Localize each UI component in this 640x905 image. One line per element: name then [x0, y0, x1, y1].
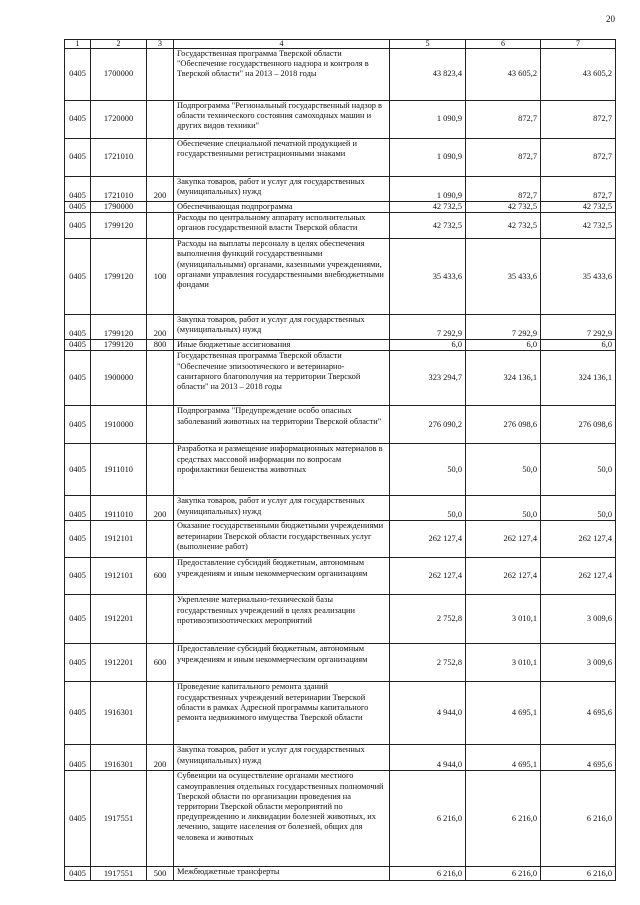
amount-col7-cell: 276 098,6: [541, 406, 616, 444]
column-header: 1: [65, 40, 91, 49]
table-row: [65, 521, 616, 558]
section-code-cell: 0405: [65, 558, 91, 595]
table-row: [65, 682, 616, 745]
section-code-cell: 0405: [65, 595, 91, 644]
description-cell: Подпрограмма "Региональный государственный надзор в области технического состояния самоходных машин и других видов техники": [174, 101, 390, 139]
amount-col6-cell: 6 216,0: [466, 867, 541, 881]
expense-type-cell: [147, 139, 174, 177]
expense-type-cell: [147, 771, 174, 867]
column-header: 7: [541, 40, 616, 49]
description-cell: Оказание государственными бюджетными учреждениями ветеринарии Тверской области государственных услуг (выполнение работ): [174, 521, 390, 558]
description-cell: Подпрограмма "Предупреждение особо опасных заболеваний животных на территории Тверской области": [174, 406, 390, 444]
description-cell: Субвенции на осуществление органами местного самоуправления отдельных государственных полномочий Тверской области по организации проведения на территории Тверской области мероприятий по предупреждению и ликвидации болезней животных, их лечению, защите населения от болезней, общих для человека и животных: [174, 771, 390, 867]
description-cell: Закупка товаров, работ и услуг для государственных (муниципальных) нужд: [174, 177, 390, 202]
target-article-cell: 1799120: [91, 340, 147, 351]
description-cell: Разработка и размещение информационных материалов в средствах массовой информации по вопросам профилактики бешенства животных: [174, 444, 390, 496]
amount-col5-cell: 262 127,4: [390, 558, 466, 595]
amount-col6-cell: 4 695,1: [466, 745, 541, 771]
amount-col5-cell: 276 090,2: [390, 406, 466, 444]
amount-col6-cell: 6,0: [466, 340, 541, 351]
amount-col6-cell: 50,0: [466, 496, 541, 521]
table-row: [65, 644, 616, 682]
column-header: 2: [91, 40, 147, 49]
expense-type-cell: [147, 521, 174, 558]
amount-col6-cell: 42 732,5: [466, 213, 541, 239]
target-article-cell: 1912101: [91, 521, 147, 558]
amount-col7-cell: 872,7: [541, 101, 616, 139]
section-code-cell: 0405: [65, 101, 91, 139]
expense-type-cell: 200: [147, 745, 174, 771]
expense-type-cell: 100: [147, 239, 174, 315]
description-cell: Государственная программа Тверской области "Обеспечение эпизоотического и ветеринарно-санитарного благополучия на территории Тверской области" на 2013 – 2018 годы: [174, 351, 390, 406]
amount-col6-cell: 276 098,6: [466, 406, 541, 444]
amount-col7-cell: 324 136,1: [541, 351, 616, 406]
table-row: [65, 49, 616, 101]
amount-col6-cell: 872,7: [466, 177, 541, 202]
expense-type-cell: [147, 406, 174, 444]
amount-col5-cell: 7 292,9: [390, 315, 466, 340]
expense-type-cell: 200: [147, 315, 174, 340]
amount-col5-cell: 262 127,4: [390, 521, 466, 558]
target-article-cell: 1900000: [91, 351, 147, 406]
target-article-cell: 1912201: [91, 644, 147, 682]
description-cell: Закупка товаров, работ и услуг для государственных (муниципальных) нужд: [174, 496, 390, 521]
table-row: [65, 867, 616, 881]
expense-type-cell: 500: [147, 867, 174, 881]
target-article-cell: 1912201: [91, 595, 147, 644]
table-row: [65, 340, 616, 351]
description-cell: Закупка товаров, работ и услуг для государственных (муниципальных) нужд: [174, 315, 390, 340]
amount-col6-cell: 872,7: [466, 101, 541, 139]
target-article-cell: 1799120: [91, 315, 147, 340]
section-code-cell: 0405: [65, 177, 91, 202]
amount-col7-cell: 42 732,5: [541, 202, 616, 213]
expense-type-cell: 600: [147, 558, 174, 595]
amount-col5-cell: 42 732,5: [390, 213, 466, 239]
column-header: 5: [390, 40, 466, 49]
amount-col7-cell: 35 433,6: [541, 239, 616, 315]
amount-col6-cell: 7 292,9: [466, 315, 541, 340]
section-code-cell: 0405: [65, 444, 91, 496]
expense-type-cell: [147, 595, 174, 644]
amount-col5-cell: 1 090,9: [390, 177, 466, 202]
expense-type-cell: [147, 213, 174, 239]
table-row: [65, 595, 616, 644]
table-row: [65, 496, 616, 521]
section-code-cell: 0405: [65, 867, 91, 881]
amount-col5-cell: 6 216,0: [390, 771, 466, 867]
amount-col6-cell: 43 605,2: [466, 49, 541, 101]
amount-col5-cell: 4 944,0: [390, 745, 466, 771]
expense-type-cell: [147, 444, 174, 496]
target-article-cell: 1917551: [91, 867, 147, 881]
description-cell: Предоставление субсидий бюджетным, автономным учреждениям и иным некоммерческим организациям: [174, 644, 390, 682]
amount-col5-cell: 6,0: [390, 340, 466, 351]
table-row: [65, 239, 616, 315]
amount-col7-cell: 3 009,6: [541, 595, 616, 644]
table-row: [65, 351, 616, 406]
target-article-cell: 1721010: [91, 139, 147, 177]
amount-col6-cell: 3 010,1: [466, 595, 541, 644]
target-article-cell: 1916301: [91, 745, 147, 771]
amount-col6-cell: 3 010,1: [466, 644, 541, 682]
amount-col5-cell: 4 944,0: [390, 682, 466, 745]
amount-col6-cell: 35 433,6: [466, 239, 541, 315]
amount-col7-cell: 4 695,6: [541, 682, 616, 745]
target-article-cell: 1700000: [91, 49, 147, 101]
table-row: [65, 177, 616, 202]
column-header: 3: [147, 40, 174, 49]
expense-type-cell: [147, 682, 174, 745]
section-code-cell: 0405: [65, 315, 91, 340]
target-article-cell: 1910000: [91, 406, 147, 444]
description-cell: Расходы по центральному аппарату исполнительных органов государственной власти Тверской области: [174, 213, 390, 239]
amount-col7-cell: 42 732,5: [541, 213, 616, 239]
amount-col7-cell: 3 009,6: [541, 644, 616, 682]
amount-col5-cell: 42 732,5: [390, 202, 466, 213]
table-row: [65, 771, 616, 867]
amount-col6-cell: 50,0: [466, 444, 541, 496]
section-code-cell: 0405: [65, 202, 91, 213]
section-code-cell: 0405: [65, 521, 91, 558]
description-cell: Предоставление субсидий бюджетным, автономным учреждениям и иным некоммерческим организациям: [174, 558, 390, 595]
description-cell: Закупка товаров, работ и услуг для государственных (муниципальных) нужд: [174, 745, 390, 771]
amount-col5-cell: 43 823,4: [390, 49, 466, 101]
section-code-cell: 0405: [65, 139, 91, 177]
column-header: 4: [174, 40, 390, 49]
table-row: [65, 213, 616, 239]
budget-table: [64, 39, 616, 881]
amount-col6-cell: 262 127,4: [466, 558, 541, 595]
target-article-cell: 1912101: [91, 558, 147, 595]
page-number: 20: [606, 14, 615, 24]
amount-col5-cell: 323 294,7: [390, 351, 466, 406]
table-row: [65, 558, 616, 595]
description-cell: Проведение капитального ремонта зданий государственных учреждений ветеринарии Тверской области в рамках Адресной программы капитального ремонта недвижимого имущества Тверской области: [174, 682, 390, 745]
target-article-cell: 1799120: [91, 213, 147, 239]
column-header: 6: [466, 40, 541, 49]
amount-col5-cell: 6 216,0: [390, 867, 466, 881]
target-article-cell: 1720000: [91, 101, 147, 139]
table-row: [65, 444, 616, 496]
description-cell: Обеспечение специальной печатной продукцией и государственными регистрационными знаками: [174, 139, 390, 177]
amount-col7-cell: 50,0: [541, 444, 616, 496]
amount-col7-cell: 6 216,0: [541, 867, 616, 881]
amount-col5-cell: 50,0: [390, 496, 466, 521]
table-row: [65, 101, 616, 139]
amount-col7-cell: 6,0: [541, 340, 616, 351]
amount-col6-cell: 42 732,5: [466, 202, 541, 213]
description-cell: Государственная программа Тверской области "Обеспечение государственного надзора и контроля в Тверской области" на 2013 – 2018 годы: [174, 49, 390, 101]
description-cell: Обеспечивающая подпрограмма: [174, 202, 390, 213]
amount-col6-cell: 4 695,1: [466, 682, 541, 745]
amount-col6-cell: 6 216,0: [466, 771, 541, 867]
section-code-cell: 0405: [65, 340, 91, 351]
amount-col7-cell: 262 127,4: [541, 521, 616, 558]
amount-col5-cell: 1 090,9: [390, 101, 466, 139]
section-code-cell: 0405: [65, 406, 91, 444]
table-row: [65, 139, 616, 177]
amount-col6-cell: 872,7: [466, 139, 541, 177]
description-cell: Межбюджетные трансферты: [174, 867, 390, 881]
amount-col7-cell: 43 605,2: [541, 49, 616, 101]
section-code-cell: 0405: [65, 644, 91, 682]
header-row: [65, 40, 616, 49]
target-article-cell: 1721010: [91, 177, 147, 202]
description-cell: Расходы на выплаты персоналу в целях обеспечения выполнения функций государственными (муниципальными) органами, казенными учреждениями, органами управления государственными внебюджетными фондами: [174, 239, 390, 315]
expense-type-cell: [147, 101, 174, 139]
description-cell: Иные бюджетные ассигнования: [174, 340, 390, 351]
amount-col6-cell: 262 127,4: [466, 521, 541, 558]
section-code-cell: 0405: [65, 213, 91, 239]
expense-type-cell: 200: [147, 496, 174, 521]
section-code-cell: 0405: [65, 496, 91, 521]
expense-type-cell: 800: [147, 340, 174, 351]
section-code-cell: 0405: [65, 351, 91, 406]
amount-col7-cell: 7 292,9: [541, 315, 616, 340]
section-code-cell: 0405: [65, 682, 91, 745]
amount-col7-cell: 6 216,0: [541, 771, 616, 867]
target-article-cell: 1799120: [91, 239, 147, 315]
amount-col7-cell: 50,0: [541, 496, 616, 521]
expense-type-cell: [147, 49, 174, 101]
section-code-cell: 0405: [65, 771, 91, 867]
expense-type-cell: 200: [147, 177, 174, 202]
target-article-cell: 1911010: [91, 444, 147, 496]
target-article-cell: 1916301: [91, 682, 147, 745]
table-row: [65, 406, 616, 444]
amount-col5-cell: 2 752,8: [390, 644, 466, 682]
target-article-cell: 1790000: [91, 202, 147, 213]
section-code-cell: 0405: [65, 745, 91, 771]
target-article-cell: 1911010: [91, 496, 147, 521]
expense-type-cell: 600: [147, 644, 174, 682]
amount-col5-cell: 1 090,9: [390, 139, 466, 177]
expense-type-cell: [147, 202, 174, 213]
amount-col5-cell: 50,0: [390, 444, 466, 496]
section-code-cell: 0405: [65, 239, 91, 315]
amount-col7-cell: 872,7: [541, 139, 616, 177]
amount-col7-cell: 872,7: [541, 177, 616, 202]
expense-type-cell: [147, 351, 174, 406]
amount-col7-cell: 262 127,4: [541, 558, 616, 595]
amount-col5-cell: 35 433,6: [390, 239, 466, 315]
table-row: [65, 315, 616, 340]
description-cell: Укрепление материально-технической базы государственных учреждений в целях реализации противоэпизоотических мероприятий: [174, 595, 390, 644]
amount-col5-cell: 2 752,8: [390, 595, 466, 644]
table-row: [65, 202, 616, 213]
amount-col6-cell: 324 136,1: [466, 351, 541, 406]
target-article-cell: 1917551: [91, 771, 147, 867]
table-row: [65, 745, 616, 771]
section-code-cell: 0405: [65, 49, 91, 101]
amount-col7-cell: 4 695,6: [541, 745, 616, 771]
